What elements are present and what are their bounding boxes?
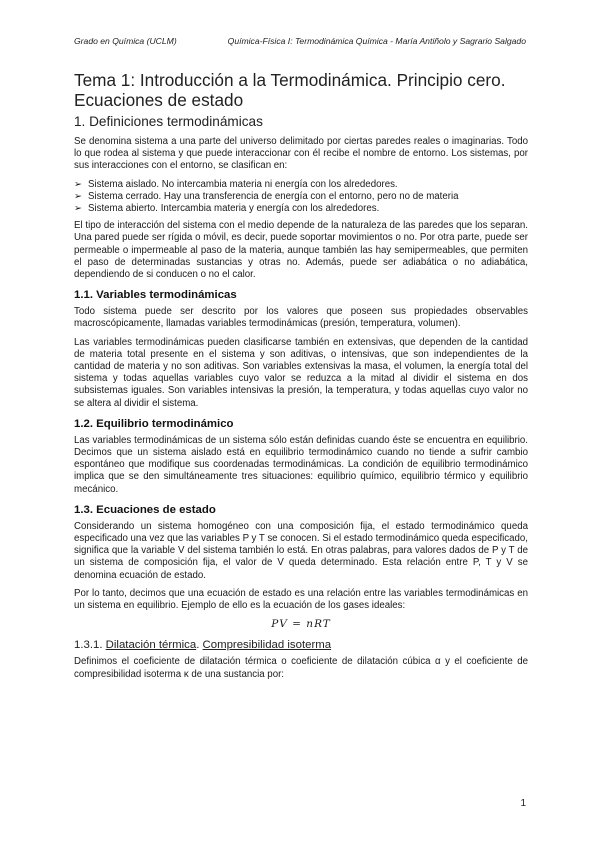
section-1-paragraph-2: El tipo de interacción del sistema con el medio depende de la naturaleza de las paredes que los separan. Una pared puede ser rígida o móvil, es decir, puede soportar movimientos o no. Por otra parte, puede ser permeable o impermeable al paso de la materia, aunque también las hay semipermeables, que permiten el paso de determinadas sustancias y otras no. Además, puede ser adiabática o no adiabática, dependiendo de si conducen o no el calor. xyxy=(74,220,528,281)
main-content xyxy=(74,70,528,687)
section-1-1-paragraph-1: Todo sistema puede ser descrito por los valores que poseen sus propiedades observables macroscópicamente, llamadas variables termodinámicas (presión, temperatura, volumen). xyxy=(74,306,528,330)
page-number: 1 xyxy=(520,798,526,809)
header-course: Grado en Química (UCLM) xyxy=(74,36,177,46)
section-1-paragraph-1: Se denomina sistema a una parte del universo delimitado por ciertas paredes reales o imaginarias. Todo lo que rodea al sistema y que puede interaccionar con él recibe el nombre de entorno. Los sistemas, por sus interacciones con el entorno, se clasifican en: xyxy=(74,136,528,172)
section-1-2-paragraph-1: Las variables termodinámicas de un sistema sólo están definidas cuando éste se encuentra en equilibrio. Decimos que un sistema aislado está en equilibrio termodinámico cuando no tiende a sufrir cambio espontáneo que modifique sus coordenadas termodinámicas. La condición de equilibrio termodinámico implica que se den simultáneamente tres situaciones: equilibrio químico, equilibrio térmico y equilibrio mecánico. xyxy=(74,434,528,495)
section-1-2-heading: 1.2. Equilibrio termodinámico xyxy=(74,417,234,430)
system-types-list xyxy=(74,179,528,216)
section-1-heading: 1. Definiciones termodinámicas xyxy=(74,114,263,129)
list-item-text: Sistema aislado. No intercambia materia ni energía con los alrededores. xyxy=(88,178,398,190)
arrow-bullet-icon: ➢ xyxy=(74,190,83,202)
chapter-title: Tema 1: Introducción a la Termodinámica. Principio cero. Ecuaciones de estado xyxy=(74,70,506,110)
section-1-1-heading: 1.1. Variables termodinámicas xyxy=(74,289,237,302)
list-item-text: Sistema cerrado. Hay una transferencia de energía con el entorno, pero no de materia xyxy=(88,190,459,202)
running-header xyxy=(74,36,526,46)
header-subject-authors: Química-Física I: Termodinámica Química - María Antiñolo y Sagrario Salgado xyxy=(227,36,526,46)
arrow-bullet-icon: ➢ xyxy=(74,203,83,215)
subsection-term-compressibility: Compresibilidad isoterma xyxy=(202,639,332,652)
ideal-gas-equation: PV = nRT xyxy=(271,618,331,631)
section-1-3-paragraph-2: Por lo tanto, decimos que una ecuación de estado es una relación entre las variables termodinámicas en un sistema en equilibrio. Ejemplo de ello es la ecuación de los gases ideales: xyxy=(74,587,528,612)
section-1-3-paragraph-1: Considerando un sistema homogéneo con una composición fija, el estado termodinámico queda especificado una vez que las variables P y T se conocen. Si el estado termodinámico queda especificado, significa que la variable V del sistema también lo está. En otras palabras, para valores dados de P y T de un sistema de composición fija, el valor de V queda determinado. Esta relación entre P, T y V se denomina ecuación de estado. xyxy=(74,520,528,581)
section-1-1-paragraph-2: Las variables termodinámicas pueden clasificarse también en extensivas, que dependen de la cantidad de materia total presente en el sistema y son aditivas, o intensivas, que son independientes de la cantidad de materia y no son aditivas. Son variables extensivas la masa, el volumen, la energía total del sistema y todas aquellas variables cuyo valor se reduzca a la mitad al dividir el sistema en dos subsistemas iguales. Son variables intensivas la presión, la temperatura, y todas aquellas cuyo valor no se altera al dividir el sistema. xyxy=(74,336,528,409)
subsection-number: 1.3.1. xyxy=(74,639,103,652)
section-1-3-1-paragraph-1: Definimos el coeficiente de dilatación térmica o coeficiente de dilatación cúbica α y el coeficiente de compresibilidad isoterma κ de una sustancia por: xyxy=(74,656,528,680)
subsection-term-thermal-expansion: Dilatación térmica xyxy=(105,639,197,652)
section-1-3-1-heading xyxy=(74,638,528,652)
list-item-text: Sistema abierto. Intercambia materia y energía con los alrededores. xyxy=(88,203,380,215)
subsection-separator: . xyxy=(196,639,200,652)
list-item xyxy=(74,203,528,215)
section-1-3-heading: 1.3. Ecuaciones de estado xyxy=(74,503,216,516)
list-item xyxy=(74,191,528,203)
list-item xyxy=(74,179,528,191)
arrow-bullet-icon: ➢ xyxy=(74,178,83,190)
